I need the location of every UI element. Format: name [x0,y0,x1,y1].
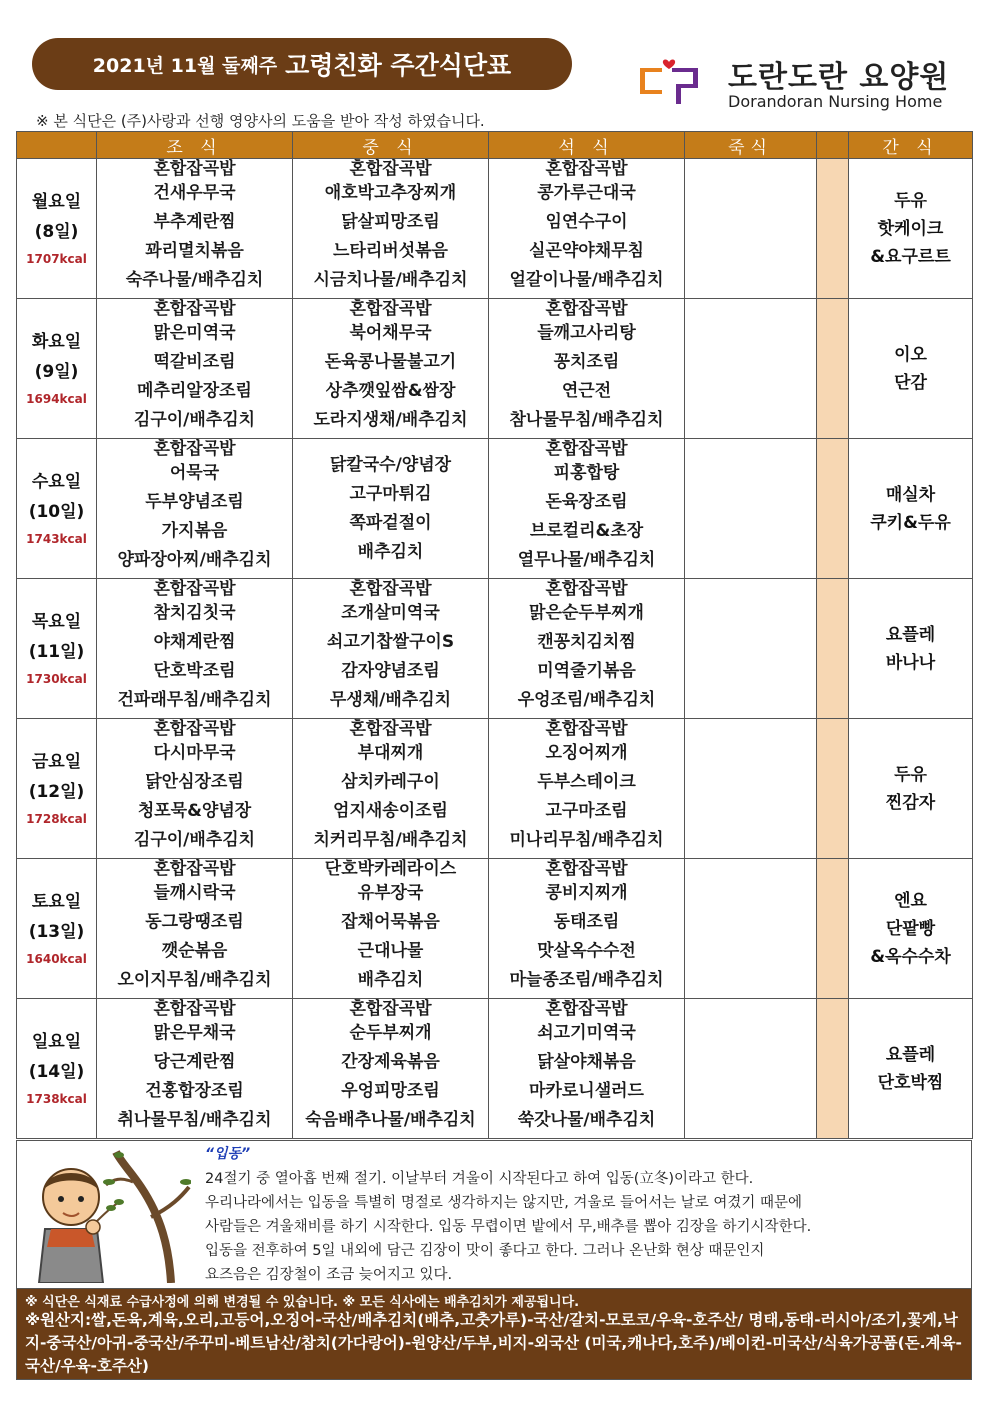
meal-item: 미역줄기볶음 [537,661,636,681]
meal-item: 들깨고사리탕 [537,323,636,343]
meal-item: 애호박고추장찌개 [324,183,457,203]
meal-item: 오징어찌개 [545,743,628,763]
footer-note: ※ 식단은 식재료 수급사정에 의해 변경될 수 있습니다. ※ 모든 식사에는 배추김치가 제공됩니다. [25,1295,580,1310]
meal-item: 연근전 [561,381,612,401]
snack-item: 핫케이크 [877,218,944,239]
separator-cell [817,719,849,859]
snack-cell [849,719,973,859]
dinner-cell [489,299,685,439]
day-date: (13일) [28,921,85,942]
info-line: 사람들은 겨울채비를 하기 시작한다. 입동 무렵이면 밭에서 무,배추를 뽑아 김장을 하기시작한다. [205,1219,812,1235]
meal-item: 숙음배추나물/배추김치 [305,1110,476,1130]
dinner-cell [489,719,685,859]
breakfast-cell [97,859,293,999]
meal-item: 김구이/배추김치 [133,830,256,850]
day-date: (12일) [28,781,85,802]
meal-item: 부대찌개 [357,743,424,763]
meal-item: 마카로니샐러드 [529,1081,644,1101]
snack-item: 요플레 [885,1044,936,1065]
meal-item: 건새우무국 [153,183,236,203]
meal-item: 쇠고기찹쌀구이S [326,632,455,652]
table-row [17,859,973,999]
day-name: 일요일 [31,1031,82,1052]
meal-item: 꽁치조림 [553,352,620,372]
meal-item: 떡갈비조림 [153,352,236,372]
day-date: (11일) [28,641,85,662]
meal-item: 혼합잡곡밥 [545,579,628,599]
lunch-cell [293,159,489,299]
meal-item: 감자양념조림 [341,661,440,681]
logo [636,50,976,120]
meal-item: 마늘종조림/배추김치 [509,970,664,990]
info-title: “입동” [205,1146,251,1162]
snack-item: 두유 [894,764,927,785]
origin-info: ※원산지:쌀,돈육,계육,오리,고등어,오징어-국산/배추김치(배추,고춧가루)-국산/갈치-모로코/우육-호주산/ 명태,동태-러시아/조기,꽃게,낙지-중국산/아귀-중국산/주꾸미-베트남산/참치(가다랑어)-원양산/두부,비지-외국산 (미국,캐나다,호주)/베이컨-미국산/식육가공품(돈.계육-국산/우육-호주산) [25,1311,962,1375]
meal-item: 고구마조림 [545,801,628,821]
snack-item: 찐감자 [885,792,936,813]
meal-item: 닭칼국수/양념장 [329,454,452,475]
day-cell [17,579,97,719]
meal-item: 김구이/배추김치 [133,410,256,430]
meal-item: 우엉조림/배추김치 [517,690,656,710]
meal-item: 혼합잡곡밥 [349,579,432,599]
breakfast-cell [97,439,293,579]
separator-cell [817,999,849,1139]
header-dinner: 석 식 [489,132,685,159]
snack-cell [849,579,973,719]
separator-cell [817,439,849,579]
porridge-cell [685,579,817,719]
separator-cell [817,159,849,299]
meal-item: 닭안심장조림 [145,772,244,792]
day-kcal: 1640kcal [26,951,87,966]
meal-item: 양파장아찌/배추김치 [117,550,272,570]
meal-item: 건홍합장조림 [145,1081,244,1101]
meal-item: 피홍합탕 [553,463,620,483]
meal-item: 취나물무침/배추김치 [117,1110,272,1130]
breakfast-cell [97,579,293,719]
snack-item: 요플레 [885,624,936,645]
meal-item: 북어채무국 [349,323,432,343]
meal-item: 도라지생채/배추김치 [313,410,468,430]
meal-item: 닭살야채볶음 [537,1052,636,1072]
meal-item: 열무나물/배추김치 [517,550,656,570]
day-cell [17,859,97,999]
menu-table [16,131,973,1139]
meal-item: 참치김칫국 [153,603,236,623]
day-kcal: 1738kcal [26,1091,87,1106]
day-name: 토요일 [31,891,82,912]
snack-item: 단팥빵 [885,918,936,939]
info-box [16,1140,972,1290]
meal-item: 혼합잡곡밥 [545,859,628,879]
meal-item: 단호박카레라이스 [324,859,457,879]
snack-item: 이오 [894,344,927,365]
meal-item: 혼합잡곡밥 [153,439,236,459]
meal-item: 혼합잡곡밥 [545,159,628,179]
lunch-cell [293,999,489,1139]
meal-item: 순두부찌개 [349,1023,432,1043]
meal-item: 간장제육볶음 [341,1052,440,1072]
meal-item: 들깨시락국 [153,883,236,903]
breakfast-cell [97,159,293,299]
meal-item: 실곤약야채무침 [529,241,644,261]
snack-cell [849,999,973,1139]
separator-cell [817,579,849,719]
snack-item: 쿠키&두유 [870,512,951,533]
meal-item: 잡채어묵볶음 [341,912,440,932]
meal-item: 건파래무침/배추김치 [117,690,272,710]
header-breakfast: 조 식 [97,132,293,159]
header-porridge: 죽식 [685,132,817,159]
meal-item: 가지볶음 [161,521,228,541]
menu-header-row [17,132,973,159]
meal-item: 혼합잡곡밥 [545,299,628,319]
meal-item: 동그랑땡조림 [145,912,244,932]
logo-icon [636,56,706,106]
snack-cell [849,439,973,579]
meal-item: 배추김치 [357,970,424,990]
day-name: 화요일 [31,331,82,352]
meal-item: 혼합잡곡밥 [349,999,432,1019]
snack-item: 엔요 [894,890,927,911]
meal-item: 미나리무침/배추김치 [509,830,664,850]
footer-box [16,1288,972,1380]
info-line: 우리나라에서는 입동을 특별히 명절로 생각하지는 않지만, 겨울로 들어서는 날로 여겼기 때문에 [205,1195,802,1211]
lunch-cell [293,299,489,439]
meal-item: 맑은순두부찌개 [529,603,644,623]
meal-item: 돈육장조림 [545,492,628,512]
dinner-cell [489,579,685,719]
snack-cell [849,859,973,999]
porridge-cell [685,859,817,999]
lunch-cell [293,579,489,719]
meal-item: 돈육콩나물불고기 [324,352,457,372]
meal-item: 혼합잡곡밥 [349,719,432,739]
snack-cell [849,159,973,299]
meal-item: 두부양념조림 [145,492,244,512]
meal-item: 깻순볶음 [161,941,228,961]
porridge-cell [685,719,817,859]
meal-item: 유부장국 [357,883,424,903]
title-banner [32,38,572,90]
meal-item: 두부스테이크 [537,772,636,792]
snack-item: 단호박찜 [877,1072,944,1093]
porridge-cell [685,299,817,439]
header-lunch: 중 식 [293,132,489,159]
meal-item: 맑은미역국 [153,323,236,343]
day-cell [17,719,97,859]
meal-item: 닭살피망조림 [341,212,440,232]
breakfast-cell [97,299,293,439]
meal-item: 숙주나물/배추김치 [125,270,264,290]
dinner-cell [489,999,685,1139]
meal-item: 다시마무국 [153,743,236,763]
porridge-cell [685,439,817,579]
day-kcal: 1694kcal [26,391,87,406]
day-name: 목요일 [31,611,82,632]
meal-item: 혼합잡곡밥 [153,299,236,319]
meal-item: 참나물무침/배추김치 [509,410,664,430]
meal-item: 혼합잡곡밥 [545,719,628,739]
table-row [17,579,973,719]
logo-name: 도란도란 요양원 [728,60,950,95]
day-cell [17,439,97,579]
meal-item: 고구마튀김 [349,483,432,504]
meal-item: 상추깻잎쌈&쌈장 [325,381,456,401]
meal-item: 혼합잡곡밥 [153,719,236,739]
meal-item: 꽈리멸치볶음 [145,241,244,261]
snack-cell [849,299,973,439]
meal-item: 야채계란찜 [153,632,236,652]
day-name: 금요일 [31,751,82,772]
day-name: 월요일 [31,191,82,212]
meal-item: 엄지새송이조림 [333,801,448,821]
page-title: 고령친화 주간식단표 [285,51,512,80]
porridge-cell [685,159,817,299]
meal-item: 혼합잡곡밥 [545,439,628,459]
meal-item: 삼치카레구이 [341,772,440,792]
day-date: (14일) [28,1061,85,1082]
table-row [17,159,973,299]
title-week: 2021년 11월 둘째주 [92,54,278,77]
meal-item: 맛살옥수수전 [537,941,636,961]
snack-item: &요구르트 [870,246,951,267]
info-line: 요즈음은 김장철이 조금 늦어지고 있다. [205,1267,453,1283]
meal-item: 오이지무침/배추김치 [117,970,272,990]
meal-item: 치커리무침/배추김치 [313,830,468,850]
snack-item: &옥수수차 [870,946,951,967]
snack-item: 매실차 [885,484,936,505]
day-date: (8일) [34,221,79,242]
meal-item: 임연수구이 [545,212,628,232]
dinner-cell [489,439,685,579]
logo-subtitle: Dorandoran Nursing Home [728,92,943,111]
separator-cell [817,299,849,439]
lunch-cell [293,439,489,579]
meal-item: 단호박조림 [153,661,236,681]
meal-item: 콩가루근대국 [537,183,636,203]
breakfast-cell [97,719,293,859]
meal-item: 동태조림 [553,912,620,932]
meal-item: 혼합잡곡밥 [153,999,236,1019]
dinner-cell [489,159,685,299]
nutrition-note: ※ 본 식단은 (주)사랑과 선행 영양사의 도움을 받아 작성 하였습니다. [36,112,485,130]
meal-item: 캔꽁치김치찜 [537,632,636,652]
lunch-cell [293,859,489,999]
meal-item: 배추김치 [357,541,424,562]
meal-item: 근대나물 [357,941,424,961]
meal-item: 혼합잡곡밥 [349,299,432,319]
day-kcal: 1743kcal [26,531,87,546]
meal-item: 콩비지찌개 [545,883,628,903]
meal-item: 당근계란찜 [153,1052,236,1072]
meal-item: 혼합잡곡밥 [349,159,432,179]
meal-item: 조개살미역국 [341,603,440,623]
lunch-cell [293,719,489,859]
meal-item: 혼합잡곡밥 [153,579,236,599]
table-row [17,999,973,1139]
meal-item: 무생채/배추김치 [329,690,452,710]
day-date: (10일) [28,501,85,522]
info-line: 24절기 중 열아홉 번째 절기. 이날부터 겨울이 시작된다고 하여 입동(立冬)이라고 한다. [205,1171,754,1187]
porridge-cell [685,999,817,1139]
day-date: (9일) [34,361,79,382]
meal-item: 쪽파겉절이 [349,512,432,533]
menu-body [17,159,973,1139]
header-separator [817,132,849,159]
meal-item: 부추계란찜 [153,212,236,232]
meal-item: 쑥갓나물/배추김치 [517,1110,656,1130]
separator-cell [817,859,849,999]
meal-item: 시금치나물/배추김치 [313,270,468,290]
meal-item: 얼갈이나물/배추김치 [509,270,664,290]
table-row [17,719,973,859]
table-row [17,299,973,439]
day-cell [17,159,97,299]
snack-item: 두유 [894,190,927,211]
header-day [17,132,97,159]
header-snack: 간 식 [849,132,973,159]
meal-item: 어묵국 [169,463,220,483]
day-kcal: 1707kcal [26,251,87,266]
dinner-cell [489,859,685,999]
meal-item: 혼합잡곡밥 [545,999,628,1019]
day-cell [17,999,97,1139]
meal-item: 메추리알장조림 [137,381,252,401]
meal-item: 혼합잡곡밥 [153,859,236,879]
meal-item: 혼합잡곡밥 [153,159,236,179]
snack-item: 바나나 [885,652,936,673]
meal-item: 청포묵&양념장 [137,801,252,821]
day-kcal: 1730kcal [26,671,87,686]
day-cell [17,299,97,439]
day-kcal: 1728kcal [26,811,87,826]
info-line: 입동을 전후하여 5일 내외에 담근 김장이 맛이 좋다고 한다. 그러나 온난화 현상 때문인지 [205,1243,765,1259]
meal-item: 맑은무채국 [153,1023,236,1043]
snack-item: 단감 [894,372,927,393]
meal-item: 브로컬리&초장 [529,521,644,541]
day-name: 수요일 [31,471,82,492]
table-row [17,439,973,579]
meal-item: 느타리버섯볶음 [333,241,448,261]
meal-item: 쇠고기미역국 [537,1023,636,1043]
meal-item: 우엉피망조림 [341,1081,440,1101]
breakfast-cell [97,999,293,1139]
child-tree-illustration [21,1147,191,1283]
